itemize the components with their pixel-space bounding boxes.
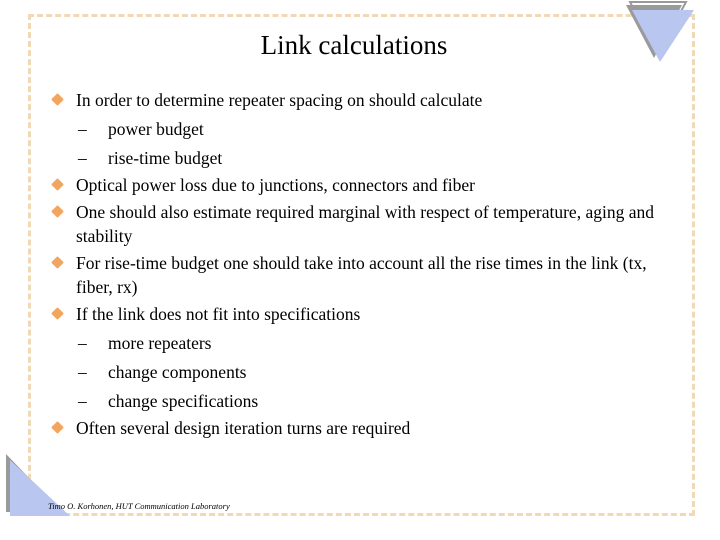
sub-bullet-text: rise-time budget — [108, 148, 223, 168]
sub-bullet-text: more repeaters — [108, 333, 212, 353]
sub-bullet-item — [48, 389, 678, 413]
sub-bullet-item — [48, 331, 678, 355]
diamond-bullet-icon — [48, 173, 76, 197]
bullet-text: In order to determine repeater spacing on should calculate — [76, 90, 483, 110]
slide-title: Link calculations — [260, 30, 448, 60]
dash-marker: – — [78, 391, 87, 411]
sub-bullet-item — [48, 117, 678, 141]
dash-marker: – — [78, 333, 87, 353]
footer-credit: Timo O. Korhonen, HUT Communication Laboratory — [48, 501, 230, 511]
diamond-bullet-icon — [48, 88, 76, 112]
diamond-bullet-icon — [48, 416, 76, 440]
sub-bullet-item — [48, 146, 678, 170]
bullet-text: For rise-time budget one should take into account all the rise times in the link (tx, fiber, rx) — [76, 253, 647, 297]
bullet-item — [48, 173, 678, 197]
dash-marker: – — [78, 119, 87, 139]
dash-marker: – — [78, 148, 87, 168]
bullet-item — [48, 88, 678, 112]
diamond-bullet-icon — [48, 251, 76, 275]
sub-bullet-text: change specifications — [108, 391, 259, 411]
bullet-item — [48, 200, 678, 248]
bullet-text: One should also estimate required marginal with respect of temperature, aging and stability — [76, 202, 654, 246]
sub-bullet-item — [48, 360, 678, 384]
bullet-item — [48, 251, 678, 299]
sub-bullet-text: power budget — [108, 119, 204, 139]
bullet-list — [48, 88, 678, 440]
diamond-bullet-icon — [48, 302, 76, 326]
bullet-text: Often several design iteration turns are required — [76, 418, 411, 438]
bullet-text: Optical power loss due to junctions, connectors and fiber — [76, 175, 475, 195]
bullet-item — [48, 416, 678, 440]
bullet-item — [48, 302, 678, 326]
bullet-text: If the link does not fit into specifications — [76, 304, 361, 324]
dash-marker: – — [78, 362, 87, 382]
diamond-bullet-icon — [48, 200, 76, 224]
sub-bullet-text: change components — [108, 362, 247, 382]
